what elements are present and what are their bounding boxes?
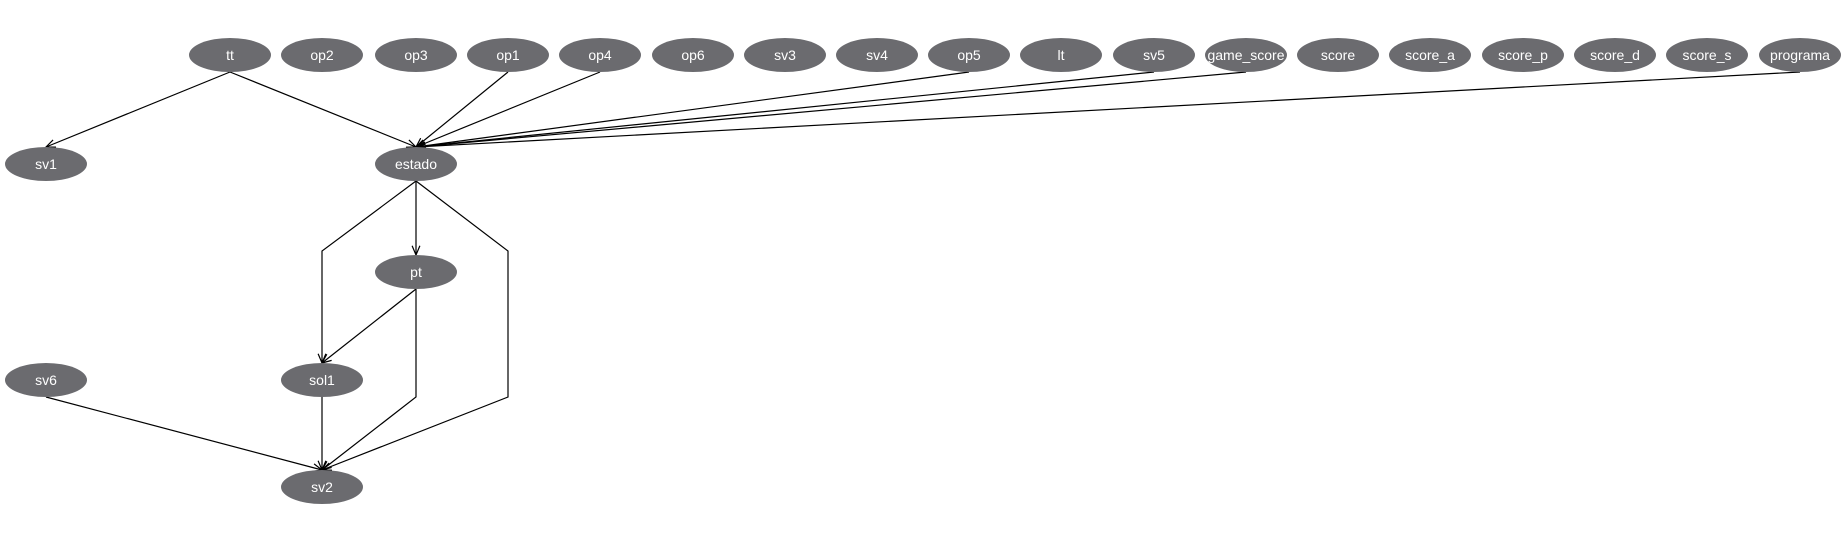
node-label: lt <box>1057 47 1065 63</box>
edge-estado-to-pt <box>412 181 420 255</box>
node-label: sv4 <box>866 47 888 63</box>
edge-line <box>416 72 508 147</box>
node-score[interactable] <box>1297 38 1379 72</box>
node-sv4[interactable] <box>836 38 918 72</box>
node-op5[interactable] <box>928 38 1010 72</box>
node-label: sv2 <box>311 479 333 495</box>
node-op3[interactable] <box>375 38 457 72</box>
node-label: op4 <box>588 47 612 63</box>
node-label: sol1 <box>309 372 335 388</box>
node-label: op2 <box>310 47 334 63</box>
node-label: sv6 <box>35 372 57 388</box>
node-label: op6 <box>681 47 705 63</box>
node-op1[interactable] <box>467 38 549 72</box>
edge-line <box>416 72 600 147</box>
edge-line <box>230 72 416 147</box>
edge-op1-to-estado <box>416 72 508 147</box>
node-label: score_a <box>1405 47 1455 63</box>
edge-line <box>416 72 1800 147</box>
node-tt[interactable] <box>189 38 271 72</box>
edge-tt-to-estado <box>230 72 416 147</box>
node-label: op3 <box>404 47 428 63</box>
node-sv2[interactable] <box>281 470 363 504</box>
node-label: programa <box>1770 47 1830 63</box>
edges-layer <box>46 72 1800 471</box>
node-label: tt <box>226 47 234 63</box>
edge-line <box>322 289 416 363</box>
edge-line <box>46 397 322 470</box>
edge-line <box>416 72 969 147</box>
edge-sv6-to-sv2 <box>46 397 322 471</box>
node-label: op1 <box>496 47 520 63</box>
node-score-a[interactable] <box>1389 38 1471 72</box>
node-score-d[interactable] <box>1574 38 1656 72</box>
node-sv3[interactable] <box>744 38 826 72</box>
node-label: op5 <box>957 47 981 63</box>
node-label: game_score <box>1207 47 1285 63</box>
edge-estado-to-sv2 <box>322 181 508 470</box>
node-programa[interactable] <box>1759 38 1841 72</box>
node-sv1[interactable] <box>5 147 87 181</box>
edge-programa-to-estado <box>416 72 1800 150</box>
edge-sol1-to-sv2 <box>318 397 326 470</box>
node-score-s[interactable] <box>1666 38 1748 72</box>
edge-line <box>322 181 508 470</box>
edge-game_score-to-estado <box>416 72 1246 150</box>
node-label: score_d <box>1590 47 1640 63</box>
node-op4[interactable] <box>559 38 641 72</box>
node-label: score_s <box>1682 47 1732 63</box>
node-lt[interactable] <box>1020 38 1102 72</box>
edge-op4-to-estado <box>416 72 600 147</box>
node-estado[interactable] <box>375 147 457 181</box>
node-label: pt <box>410 264 422 280</box>
node-sol1[interactable] <box>281 363 363 397</box>
edge-line <box>46 72 230 147</box>
node-score-p[interactable] <box>1482 38 1564 72</box>
node-op2[interactable] <box>281 38 363 72</box>
node-label: estado <box>394 156 438 172</box>
node-label: sv1 <box>35 156 57 172</box>
node-label: score <box>1320 47 1356 63</box>
node-label: sv3 <box>774 47 796 63</box>
nodes-layer <box>5 38 1841 504</box>
node-sv5[interactable] <box>1113 38 1195 72</box>
node-label: sv5 <box>1143 47 1165 63</box>
node-label: score_p <box>1498 47 1548 63</box>
node-sv6[interactable] <box>5 363 87 397</box>
node-pt[interactable] <box>375 255 457 289</box>
edge-line <box>416 72 1246 147</box>
node-game-score[interactable] <box>1205 38 1287 72</box>
edge-tt-to-sv1 <box>46 72 230 147</box>
node-op6[interactable] <box>652 38 734 72</box>
edge-sv5-to-estado <box>416 72 1154 150</box>
edge-line <box>416 72 1154 147</box>
edge-pt-to-sol1 <box>322 289 416 363</box>
